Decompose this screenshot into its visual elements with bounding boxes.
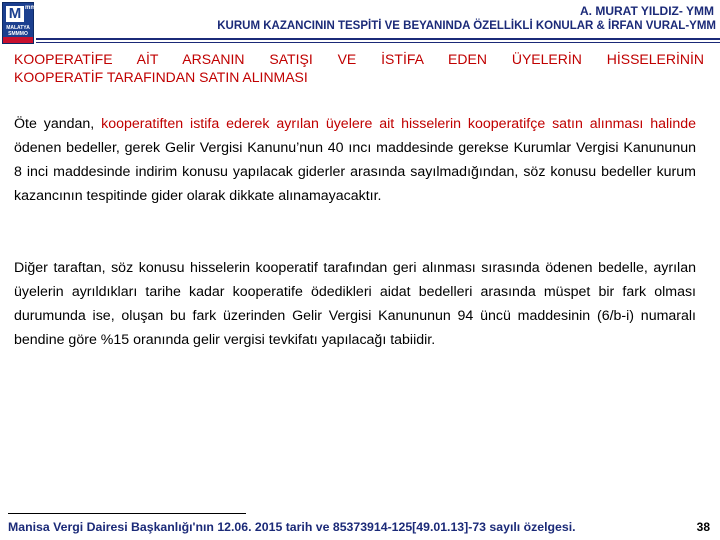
paragraph-1-rest: ödenen bedeller, gerek Gelir Vergisi Kanunu’nun 40 ıncı maddesinde gerekse Kurumlar Vergisi Kanununun 8 inci maddesinde indirim konusu yapılacak giderler arasında sayılmadığından, söz konusu bedeller kurum kazancının tespitinde gider olarak dikkate alınamayacaktır. (14, 140, 696, 204)
section-heading (14, 50, 704, 86)
logo-city: MALATYA SMMMO (6, 25, 30, 37)
header-title: KURUM KAZANCININ TESPİTİ VE BEYANINDA ÖZELLİKLİ KONULAR & İRFAN VURAL-YMM (217, 20, 716, 32)
footnote-divider (8, 513, 246, 514)
logo (2, 2, 34, 44)
page-number: 38 (696, 520, 710, 534)
logo-band (3, 37, 33, 43)
header-divider-thin (36, 42, 720, 43)
section-heading-line1: KOOPERATİFE AİT ARSANIN SATIŞI VE İSTİFA EDEN ÜYELERİN HİSSELERİNİN (14, 51, 704, 67)
paragraph-1 (14, 112, 696, 208)
header-divider (36, 38, 720, 40)
paragraph-1-intro: Öte yandan, (14, 116, 102, 132)
footnote: Manisa Vergi Dairesi Başkanlığı'nın 12.06. 2015 tarih ve 85373914-125[49.01.13]-73 sayılı özelgesi. (8, 520, 576, 534)
paragraph-2: Diğer taraftan, söz konusu hisselerin kooperatif tarafından geri alınması sırasında ödenen bedelle, ayrılan üyelerin ayrıldıkları tarihe kadar kooperatife ödedikleri aidat bedelleri arasında müspet bir fark olması durumunda ise, oluşan bu fark üzerinden Gelir Vergisi Kanununun 94 üncü maddesinin (6/b-i) numaralı bendine göre %15 oranında gelir vergisi tevkifatı yapılacağı tabiidir. (14, 260, 696, 348)
header-author: A. MURAT YILDIZ- YMM (580, 4, 714, 18)
section-heading-line2: KOOPERATİF TARAFINDAN SATIN ALINMASI (14, 69, 308, 85)
logo-superscript: mm (25, 5, 36, 11)
paragraph-1-highlight: kooperatiften istifa ederek ayrılan üyelere ait hisselerin kooperatifçe satın alınması halinde (101, 116, 696, 132)
logo-letter: M (6, 6, 24, 22)
